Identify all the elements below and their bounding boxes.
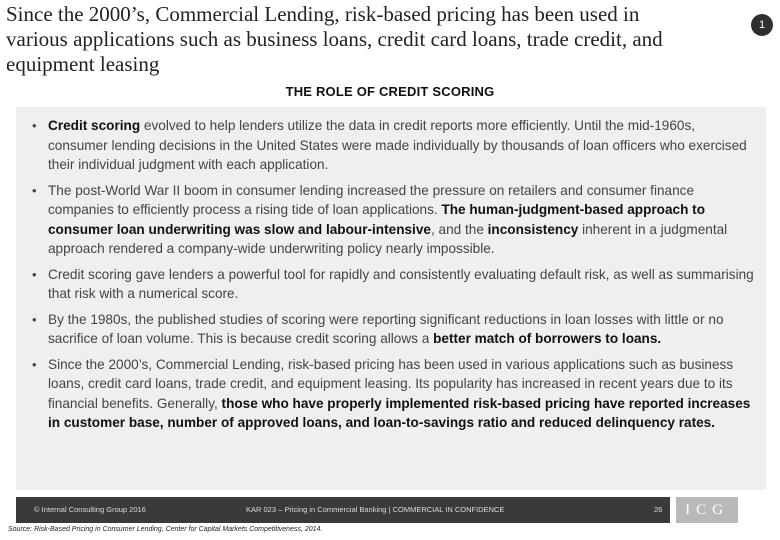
bullet-text: , and the — [430, 221, 488, 237]
slide-title: Since the 2000’s, Commercial Lending, risk-based pricing has been used in various applications such as business loans, credit card loans, trade credit, and equipment leasing — [6, 2, 663, 76]
footer-bar — [16, 497, 670, 523]
bullet-text: evolved to help lenders utilize the data in credit reports more efficiently. Until the mid-1960s, consumer lending decisions in the United States were made individually by thousands of loan officers who exercised their individual judgment with each application. — [48, 118, 747, 172]
bullet-item — [32, 310, 754, 349]
section-heading: THE ROLE OF CREDIT SCORING — [285, 84, 495, 99]
bullet-item — [32, 116, 754, 175]
footer-document-title: KAR 023 – Pricing in Commercial Banking | COMMERCIAL IN CONFIDENCE — [246, 505, 505, 514]
bullet-list — [16, 107, 766, 433]
icg-logo: ICG — [676, 497, 738, 523]
bullet-text: Since the 2000’s, Commercial Lending, risk-based pricing has been used in various applications such as business loans, credit card loans, trade credit, and equipment leasing. Its popularity has increased in recent years due to its financial benefits. Generally, — [48, 356, 734, 411]
bullet-icon: • — [32, 182, 37, 198]
footer-copyright: © Internal Consulting Group 2016 — [34, 505, 146, 514]
bold-text: those who have properly implemented risk-based pricing have reported increases in customer base, number of approved loans, and loan-to-savings ratio and reduced delinquency rates. — [48, 395, 751, 430]
page-number-badge: 1 — [751, 14, 773, 36]
content-panel — [16, 107, 766, 490]
bullet-text: By the 1980s, the published studies of scoring were reporting significant reductions in loan losses with little or no sacrifice of loan volume. This is because credit scoring allows a — [48, 311, 724, 346]
bullet-icon: • — [32, 311, 37, 327]
bullet-text: Credit scoring gave lenders a powerful tool for rapidly and consistently evaluating default risk, as well as summarising that risk with a numerical score. — [48, 266, 754, 301]
bullet-text: The post-World War II boom in consumer lending increased the pressure on retailers and consumer finance companies to efficiently process a rising tide of loan applications. — [48, 182, 695, 217]
bold-text: inconsistency — [487, 221, 579, 237]
bullet-item — [32, 181, 754, 259]
bullet-item — [32, 265, 754, 304]
footer-page-number: 26 — [654, 505, 663, 514]
bullet-text: inherent in a judgmental approach rendered a company-wide underwriting policy nearly impossible. — [48, 221, 728, 256]
bullet-icon: • — [32, 118, 37, 133]
bold-text: The human-judgment-based approach to consumer loan underwriting was slow and labour-intensive — [48, 202, 706, 237]
bold-text: Credit scoring — [48, 118, 141, 133]
bold-text: better match of borrowers to loans. — [433, 331, 662, 346]
bullet-icon: • — [32, 356, 37, 372]
bullet-icon: • — [32, 266, 37, 282]
bullet-item — [32, 355, 754, 433]
source-citation: Source: Risk-Based Pricing in Consumer Lending, Center for Capital Markets Competitiveness, 2014. — [8, 526, 323, 533]
